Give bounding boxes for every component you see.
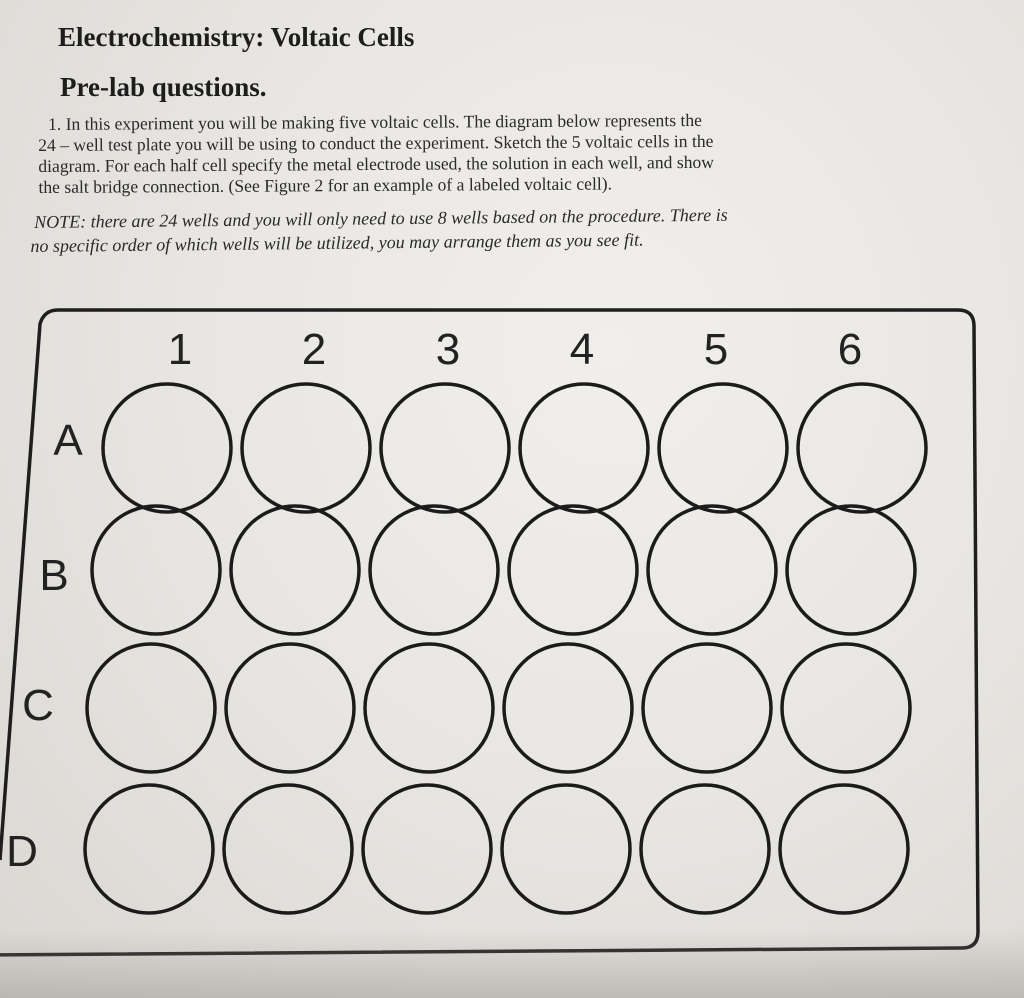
question-1: [38, 108, 978, 198]
well-plate-diagram: [0, 300, 1024, 970]
question-line: diagram. For each half cell specify the metal electrode used, the solution in each well, and show: [38, 151, 715, 176]
well-a5: [659, 384, 787, 512]
question-line: 24 – well test plate you will be using to conduct the experiment. Sketch the 5 voltaic cells in the: [38, 130, 714, 155]
column-label-1: 1: [167, 325, 193, 374]
question-line: 1. In this experiment you will be making five voltaic cells. The diagram below represents the: [47, 109, 703, 134]
well-d2: [224, 785, 352, 913]
well-d6: [780, 785, 908, 913]
well-c2: [226, 644, 354, 772]
well-b1: [92, 506, 220, 634]
well-b2: [231, 506, 359, 634]
row-label-c: C: [22, 681, 54, 730]
well-c5: [643, 644, 771, 772]
well-a3: [381, 384, 509, 512]
column-label-2: 2: [301, 325, 327, 374]
well-a2: [242, 384, 370, 512]
well-b6: [787, 506, 915, 634]
column-label-3: 3: [435, 325, 461, 374]
wells: [85, 384, 926, 913]
well-a4: [520, 384, 648, 512]
column-label-5: 5: [703, 325, 729, 374]
note: [30, 200, 990, 258]
well-d1: [85, 785, 213, 913]
column-labels: [168, 325, 862, 374]
well-c6: [782, 644, 910, 772]
well-c3: [365, 644, 493, 772]
column-label-6: 6: [837, 325, 863, 374]
section-heading: Pre-lab questions.: [60, 72, 267, 102]
row-label-b: B: [39, 551, 69, 600]
column-label-4: 4: [569, 325, 595, 374]
well-c1: [87, 644, 215, 772]
page-title: Electrochemistry: Voltaic Cells: [58, 22, 415, 52]
well-c4: [504, 644, 632, 772]
well-d4: [502, 785, 630, 913]
well-d5: [641, 785, 769, 913]
well-d3: [363, 785, 491, 913]
row-label-d: D: [6, 827, 38, 876]
note-line: no specific order of which wells will be utilized, you may arrange them as you see fit.: [30, 229, 644, 256]
well-b3: [370, 506, 498, 634]
question-line: the salt bridge connection. (See Figure 2 for an example of a labeled voltaic cell).: [38, 173, 613, 197]
note-line: NOTE: there are 24 wells and you will only need to use 8 wells based on the procedure. There is: [34, 204, 728, 232]
page-shadow: [0, 930, 1024, 998]
well-b5: [648, 506, 776, 634]
well-a1: [103, 384, 231, 512]
well-a6: [798, 384, 926, 512]
well-b4: [509, 506, 637, 634]
row-label-a: A: [53, 416, 83, 465]
